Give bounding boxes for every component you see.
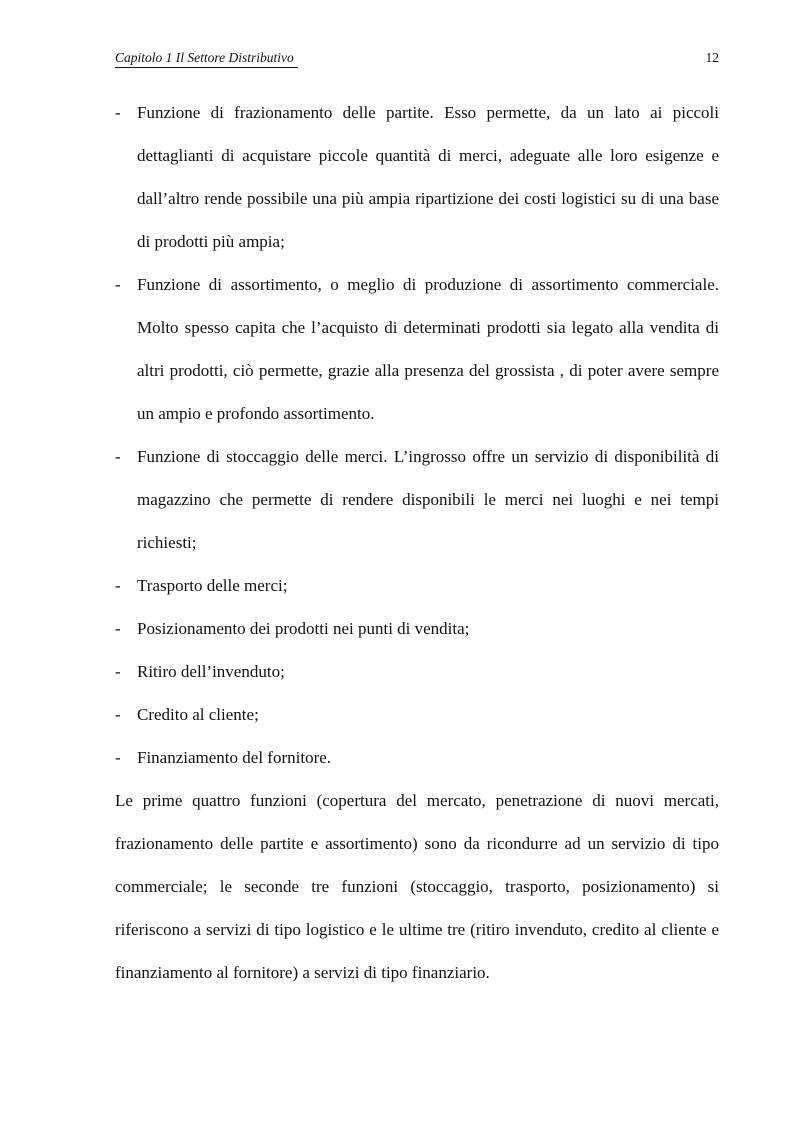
chapter-title: Capitolo 1 Il Settore Distributivo <box>115 50 294 65</box>
list-item-text: Finanziamento del fornitore. <box>137 748 332 767</box>
bullet-dash: - <box>115 576 121 595</box>
bullet-dash: - <box>115 103 121 122</box>
list-item-text: Funzione di assortimento, o meglio di produzione di assortimento commerciale. Molto spesso capita che l’acquisto di determinati prodotti sia legato alla vendita di altri prodotti, ciò permette, grazie alla presenza del grossista , di poter avere sempre un ampio e profondo assortimento. <box>137 275 719 423</box>
list-item <box>115 607 719 650</box>
bullet-dash: - <box>115 619 121 638</box>
list-item <box>115 564 719 607</box>
page-number: 12 <box>705 50 719 65</box>
list-item-text: Posizionamento dei prodotti nei punti di vendita; <box>137 619 470 638</box>
list-item <box>115 736 719 779</box>
bullet-dash: - <box>115 662 121 681</box>
closing-paragraph: Le prime quattro funzioni (copertura del mercato, penetrazione di nuovi mercati, frazionamento delle partite e assortimento) sono da ricondurre ad un servizio di tipo commerciale; le seconde tre funzioni (stoccaggio, trasporto, posizionamento) si riferiscono a servizi di tipo logistico e le ultime tre (ritiro invenduto, credito al cliente e finanziamento al fornitore) a servizi di tipo finanziario. <box>115 791 719 982</box>
list-item <box>115 263 719 435</box>
list-item <box>115 435 719 564</box>
bullet-dash: - <box>115 447 121 466</box>
list-item-text: Ritiro dell’invenduto; <box>137 662 285 681</box>
list-item <box>115 693 719 736</box>
page-body <box>115 91 719 994</box>
list-item <box>115 91 719 263</box>
bullet-dash: - <box>115 275 121 294</box>
bullet-dash: - <box>115 748 121 767</box>
list-item-text: Funzione di frazionamento delle partite. Esso permette, da un lato ai piccoli dettaglianti di acquistare piccole quantità di merci, adeguate alle loro esigenze e dall’altro rende possibile una più ampia ripartizione dei costi logistici su di una base di prodotti più ampia; <box>137 103 719 251</box>
page-header <box>115 49 719 69</box>
header-underline <box>115 67 298 68</box>
bullet-dash: - <box>115 705 121 724</box>
list-item-text: Trasporto delle merci; <box>137 576 288 595</box>
list-item-text: Funzione di stoccaggio delle merci. L’ingrosso offre un servizio di disponibilità di magazzino che permette di rendere disponibili le merci nei luoghi e nei tempi richiesti; <box>137 447 719 552</box>
list-item-text: Credito al cliente; <box>137 705 259 724</box>
list-item <box>115 650 719 693</box>
